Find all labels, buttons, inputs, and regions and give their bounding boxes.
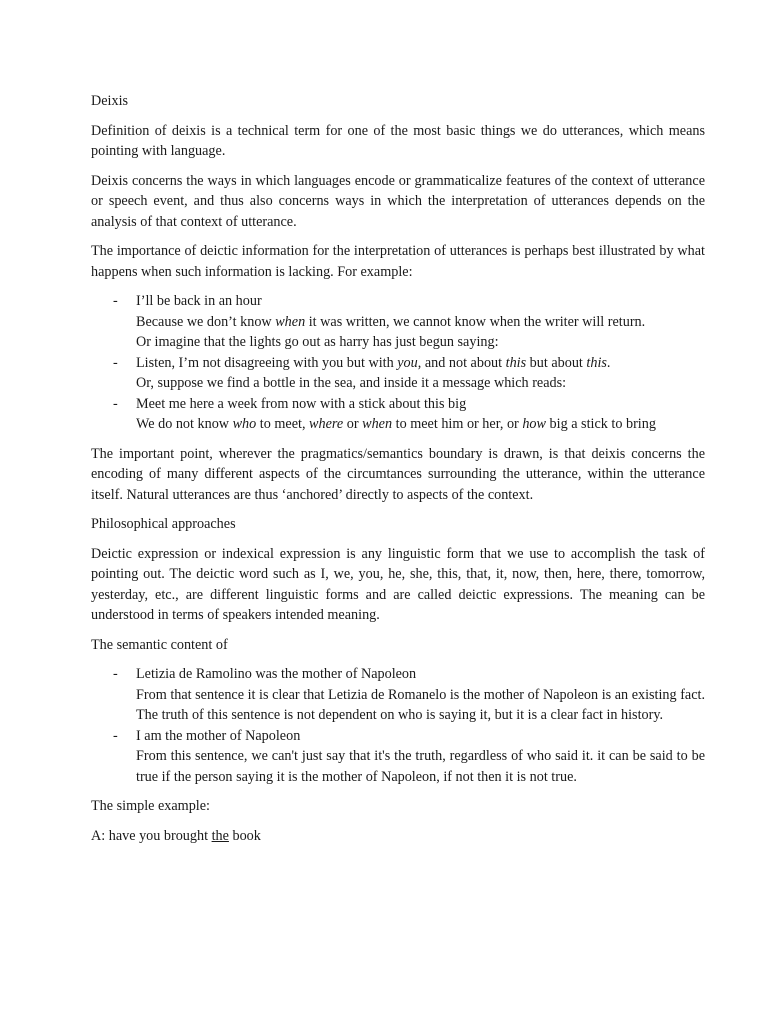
- italic-word: where: [309, 416, 344, 432]
- text-span: big a stick to bring: [545, 416, 656, 432]
- text-span: Because we don’t know: [136, 313, 276, 330]
- list-item: [91, 291, 705, 353]
- text-span: it was written, we cannot know when the writer will return.: [305, 313, 646, 330]
- paragraph-semantic-content: The semantic content of: [91, 636, 228, 653]
- italic-word: this: [586, 354, 607, 371]
- text-span: or: [343, 416, 363, 432]
- napoleon-list: [91, 664, 705, 787]
- italic-word: you: [397, 354, 418, 371]
- example-explanation: From that sentence it is clear that Letizia de Romanelo is the mother of Napoleon is an existing fact. The truth of this sentence is not dependent on who is saying it, but it is a clear fact in history.: [136, 686, 705, 723]
- example-explanation: From this sentence, we can't just say that it's the truth, regardless of who said it. it can be said to be true if the person saying it is the mother of Napoleon, if not then it is not true.: [136, 748, 705, 785]
- dash-marker: -: [113, 354, 118, 371]
- text-span: but about: [526, 354, 587, 371]
- heading-philosophical-approaches: Philosophical approaches: [91, 516, 236, 532]
- example-sentence: I am the mother of Napoleon: [136, 727, 301, 744]
- document-body: [91, 91, 705, 855]
- italic-word: this: [505, 354, 527, 371]
- text-span: .: [606, 354, 611, 371]
- example-sentence: Meet me here a week from now with a stick about this big: [136, 395, 467, 412]
- dash-marker: -: [113, 727, 118, 744]
- example-sentence: [136, 353, 705, 374]
- text-span: to meet,: [256, 416, 310, 432]
- italic-word: when: [362, 416, 393, 432]
- example-sentence: Letizia de Ramolino was the mother of Napoleon: [136, 666, 417, 682]
- text-span: A: have you brought: [91, 827, 212, 844]
- text-span: Listen, I’m not disagreeing with you but with: [136, 354, 398, 371]
- paragraph-deixis-concerns: Deixis concerns the ways in which languages encode or grammaticalize features of the context of utterance or speech event, and thus also concerns ways in which the interpretation of utterances depends on the analysis of that context of utterance.: [91, 172, 705, 230]
- text-span: book: [228, 827, 261, 844]
- dash-marker: -: [113, 293, 118, 309]
- paragraph-important-point: The important point, wherever the pragmatics/semantics boundary is drawn, is that deixis concerns the encoding of many different aspects of the circumtances surrounding the utterance, within the utterance itself. Natural utterances are thus ‘anchored’ directly to aspects of the context.: [91, 445, 705, 503]
- paragraph-definition: Definition of deixis is a technical term for one of the most basic things we do utterances, which means pointing with language.: [91, 122, 705, 159]
- underlined-word: the: [211, 827, 229, 844]
- paragraph-simple-example: The simple example:: [91, 798, 210, 814]
- list-item: [91, 664, 705, 726]
- text-span: to meet him or her, or: [392, 416, 523, 432]
- dash-marker: -: [113, 395, 118, 412]
- example-sentence: I’ll be back in an hour: [136, 293, 262, 309]
- italic-word: when: [275, 313, 306, 330]
- italic-word: how: [522, 416, 546, 432]
- heading-deixis: Deixis: [91, 93, 129, 109]
- paragraph-deictic-expression: Deictic expression or indexical expression is any linguistic form that we use to accomplish the task of pointing out. The deictic word such as I, we, you, he, she, this, that, it, now, then, here, there, tomorrow, yesterday, etc., are different linguistic forms and are called deictic expressions. The meaning can be understood in terms of speakers intended meaning.: [91, 545, 705, 623]
- example-explanation: [136, 414, 705, 435]
- list-item: [91, 394, 705, 435]
- paragraph-dialogue-line: [91, 826, 705, 847]
- dash-marker: -: [113, 666, 118, 682]
- text-span: , and not about: [417, 354, 506, 371]
- example-explanation: [136, 312, 705, 333]
- text-span: We do not know: [136, 416, 233, 432]
- italic-word: who: [232, 416, 257, 432]
- example-transition: Or imagine that the lights go out as harry has just begun saying:: [136, 334, 499, 350]
- list-item: [91, 726, 705, 788]
- paragraph-importance: The importance of deictic information for the interpretation of utterances is perhaps best illustrated by what happens when such information is lacking. For example:: [91, 243, 705, 280]
- example-list: [91, 291, 705, 435]
- list-item: [91, 353, 705, 394]
- example-transition: Or, suppose we find a bottle in the sea, and inside it a message which reads:: [136, 375, 567, 391]
